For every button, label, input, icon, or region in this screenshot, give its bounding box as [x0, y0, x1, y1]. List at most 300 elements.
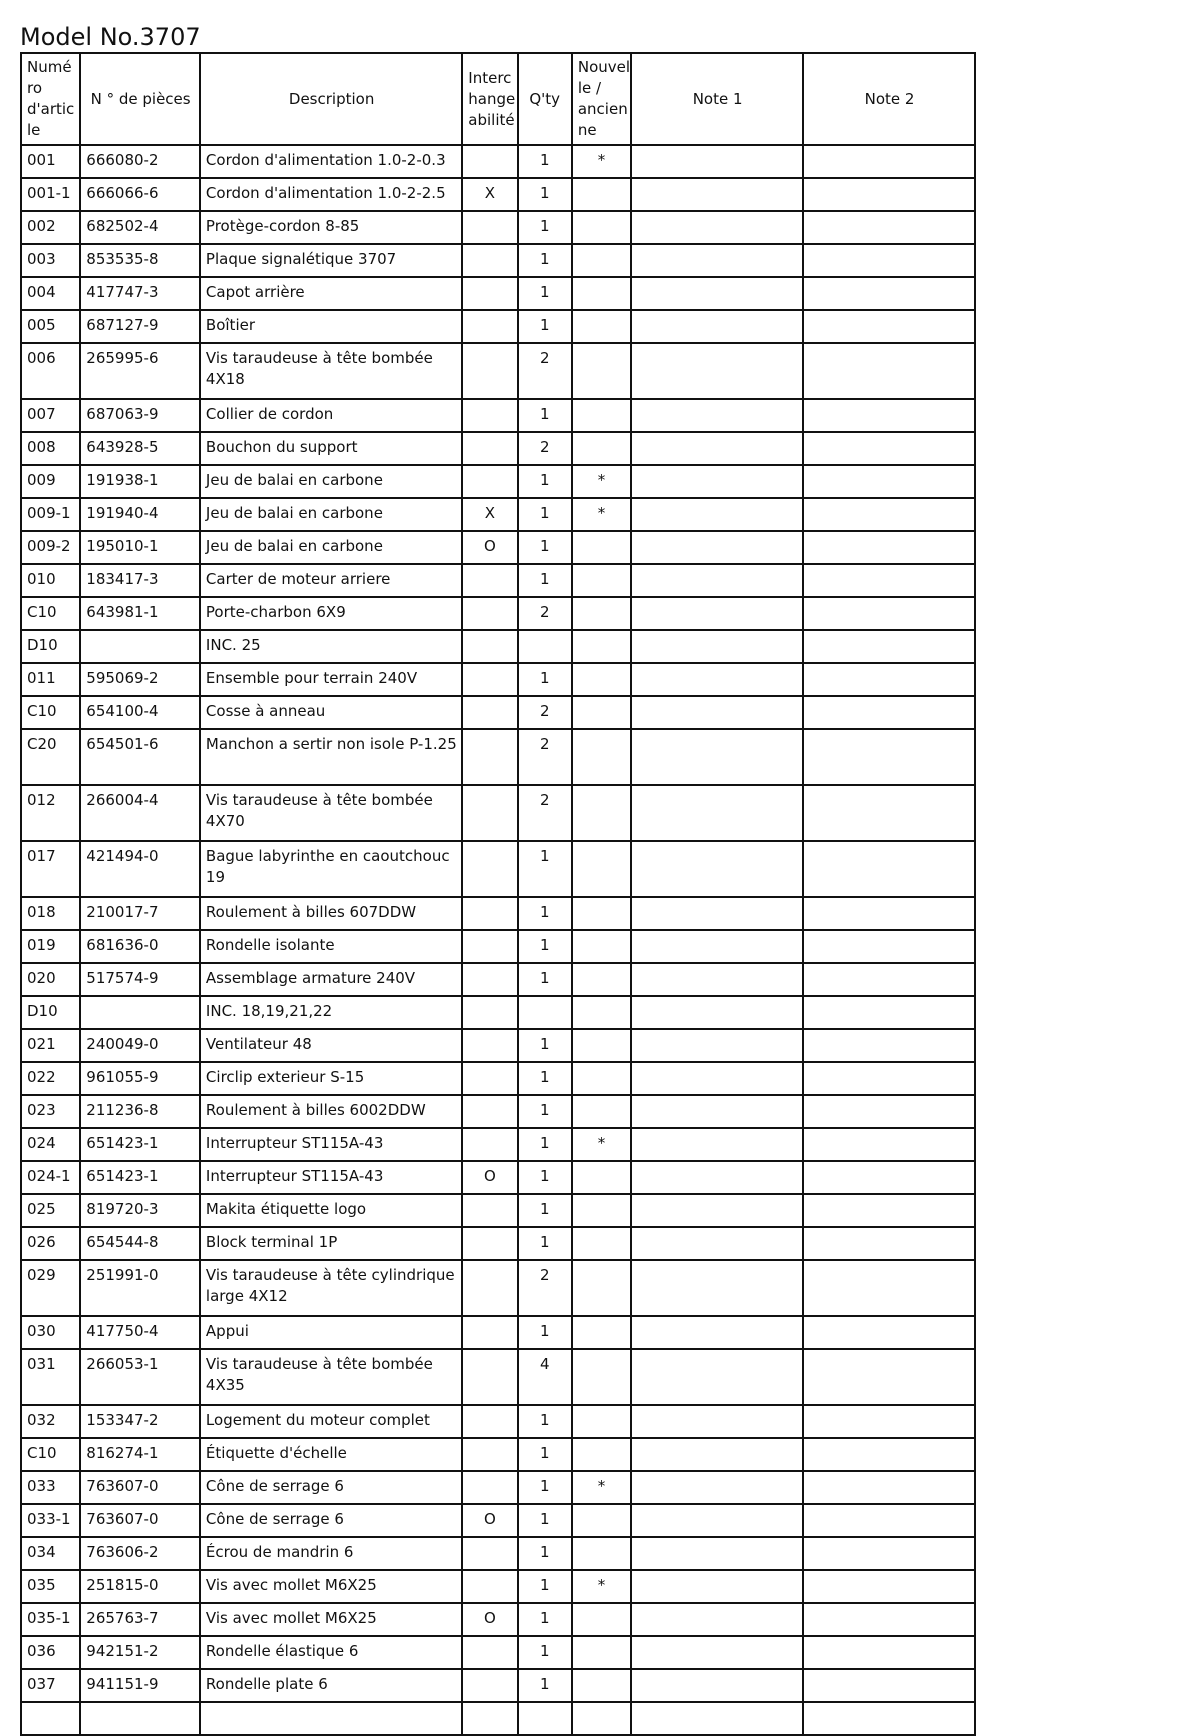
- note-2-cell: [803, 1603, 975, 1636]
- description-cell: Roulement à billes 607DDW: [200, 897, 462, 930]
- note-1-cell: [631, 1702, 803, 1735]
- interchangeability-cell: X: [462, 498, 517, 531]
- new-old-cell: [572, 244, 631, 277]
- table-row: [21, 785, 975, 841]
- part-number-cell: 654544-8: [80, 1227, 200, 1260]
- new-old-cell: [572, 178, 631, 211]
- note-2-cell: [803, 1702, 975, 1735]
- quantity-cell: 1: [518, 1504, 572, 1537]
- new-old-cell: [572, 1702, 631, 1735]
- note-1-cell: [631, 277, 803, 310]
- table-row: [21, 399, 975, 432]
- table-row: [21, 1349, 975, 1405]
- header-description: Description: [200, 53, 462, 145]
- part-number-cell: 942151-2: [80, 1636, 200, 1669]
- note-1-cell: [631, 1537, 803, 1570]
- description-cell: Rondelle élastique 6: [200, 1636, 462, 1669]
- page-title: Model No.3707: [20, 23, 201, 51]
- table-row: [21, 211, 975, 244]
- part-number-cell: 251815-0: [80, 1570, 200, 1603]
- table-row: [21, 1128, 975, 1161]
- article-number-cell: 024-1: [21, 1161, 80, 1194]
- article-number-cell: 002: [21, 211, 80, 244]
- table-row: [21, 432, 975, 465]
- new-old-cell: [572, 1349, 631, 1405]
- new-old-cell: [572, 663, 631, 696]
- quantity-cell: 1: [518, 1128, 572, 1161]
- note-1-cell: [631, 211, 803, 244]
- quantity-cell: 1: [518, 930, 572, 963]
- note-2-cell: [803, 630, 975, 663]
- part-number-cell: 266004-4: [80, 785, 200, 841]
- note-1-cell: [631, 1194, 803, 1227]
- note-2-cell: [803, 1349, 975, 1405]
- new-old-cell: [572, 996, 631, 1029]
- quantity-cell: 1: [518, 399, 572, 432]
- new-old-cell: *: [572, 1128, 631, 1161]
- table-row: [21, 1194, 975, 1227]
- table-body: [21, 145, 975, 1735]
- header-quantity: Q'ty: [518, 53, 572, 145]
- table-row: [21, 1227, 975, 1260]
- note-1-cell: [631, 1161, 803, 1194]
- quantity-cell: 1: [518, 1405, 572, 1438]
- description-cell: Cosse à anneau: [200, 696, 462, 729]
- table-row: [21, 963, 975, 996]
- quantity-cell: 1: [518, 244, 572, 277]
- table-row: [21, 343, 975, 399]
- quantity-cell: 1: [518, 178, 572, 211]
- note-2-cell: [803, 597, 975, 630]
- interchangeability-cell: [462, 211, 517, 244]
- article-number-cell: 008: [21, 432, 80, 465]
- part-number-cell: 211236-8: [80, 1095, 200, 1128]
- description-cell: Ensemble pour terrain 240V: [200, 663, 462, 696]
- new-old-cell: [572, 1316, 631, 1349]
- note-2-cell: [803, 729, 975, 785]
- note-2-cell: [803, 310, 975, 343]
- quantity-cell: 1: [518, 145, 572, 178]
- part-number-cell: 191940-4: [80, 498, 200, 531]
- parts-sheet: [20, 52, 976, 1693]
- part-number-cell: 417750-4: [80, 1316, 200, 1349]
- note-2-cell: [803, 696, 975, 729]
- description-cell: Carter de moteur arriere: [200, 564, 462, 597]
- article-number-cell: 034: [21, 1537, 80, 1570]
- part-number-cell: 595069-2: [80, 663, 200, 696]
- description-cell: Rondelle isolante: [200, 930, 462, 963]
- description-cell: Circlip exterieur S-15: [200, 1062, 462, 1095]
- header-note-2: Note 2: [803, 53, 975, 145]
- table-row: [21, 996, 975, 1029]
- new-old-cell: [572, 1636, 631, 1669]
- note-1-cell: [631, 1405, 803, 1438]
- note-1-cell: [631, 1128, 803, 1161]
- quantity-cell: 1: [518, 277, 572, 310]
- interchangeability-cell: O: [462, 1161, 517, 1194]
- interchangeability-cell: [462, 1702, 517, 1735]
- quantity-cell: 1: [518, 897, 572, 930]
- article-number-cell: 024: [21, 1128, 80, 1161]
- interchangeability-cell: [462, 1062, 517, 1095]
- quantity-cell: 1: [518, 310, 572, 343]
- note-1-cell: [631, 498, 803, 531]
- table-row: [21, 244, 975, 277]
- interchangeability-cell: [462, 930, 517, 963]
- interchangeability-cell: [462, 663, 517, 696]
- article-number-cell: 003: [21, 244, 80, 277]
- part-number-cell: 265995-6: [80, 343, 200, 399]
- quantity-cell: 2: [518, 432, 572, 465]
- part-number-cell: 763607-0: [80, 1471, 200, 1504]
- new-old-cell: *: [572, 1570, 631, 1603]
- note-2-cell: [803, 465, 975, 498]
- quantity-cell: 1: [518, 1161, 572, 1194]
- quantity-cell: 1: [518, 841, 572, 897]
- table-row: [21, 531, 975, 564]
- note-1-cell: [631, 729, 803, 785]
- quantity-cell: 1: [518, 1227, 572, 1260]
- new-old-cell: [572, 399, 631, 432]
- table-row: [21, 564, 975, 597]
- part-number-cell: 853535-8: [80, 244, 200, 277]
- description-cell: INC. 18,19,21,22: [200, 996, 462, 1029]
- part-number-cell: 153347-2: [80, 1405, 200, 1438]
- description-cell: Vis taraudeuse à tête bombée 4X18: [200, 343, 462, 399]
- interchangeability-cell: [462, 1349, 517, 1405]
- note-1-cell: [631, 399, 803, 432]
- quantity-cell: 4: [518, 1349, 572, 1405]
- table-row: [21, 310, 975, 343]
- article-number-cell: 009: [21, 465, 80, 498]
- interchangeability-cell: [462, 465, 517, 498]
- note-1-cell: [631, 1227, 803, 1260]
- article-number-cell: 026: [21, 1227, 80, 1260]
- article-number-cell: 007: [21, 399, 80, 432]
- interchangeability-cell: [462, 597, 517, 630]
- description-cell: Cône de serrage 6: [200, 1471, 462, 1504]
- description-cell: Interrupteur ST115A-43: [200, 1161, 462, 1194]
- note-1-cell: [631, 1029, 803, 1062]
- new-old-cell: [572, 277, 631, 310]
- quantity-cell: 2: [518, 597, 572, 630]
- note-1-cell: [631, 785, 803, 841]
- interchangeability-cell: [462, 1438, 517, 1471]
- interchangeability-cell: [462, 1227, 517, 1260]
- table-row: [21, 1405, 975, 1438]
- note-2-cell: [803, 841, 975, 897]
- note-2-cell: [803, 897, 975, 930]
- description-cell: Protège-cordon 8-85: [200, 211, 462, 244]
- note-2-cell: [803, 531, 975, 564]
- note-1-cell: [631, 1471, 803, 1504]
- table-row: [21, 178, 975, 211]
- part-number-cell: 687063-9: [80, 399, 200, 432]
- interchangeability-cell: [462, 399, 517, 432]
- description-cell: Vis taraudeuse à tête cylindrique large 4X12: [200, 1260, 462, 1316]
- new-old-cell: *: [572, 465, 631, 498]
- part-number-cell: 961055-9: [80, 1062, 200, 1095]
- header-new-old: Nouvelle / ancienne: [572, 53, 631, 145]
- note-1-cell: [631, 630, 803, 663]
- article-number-cell: C10: [21, 1438, 80, 1471]
- quantity-cell: 2: [518, 1260, 572, 1316]
- quantity-cell: 1: [518, 1471, 572, 1504]
- article-number-cell: [21, 1702, 80, 1735]
- note-2-cell: [803, 1504, 975, 1537]
- new-old-cell: [572, 1405, 631, 1438]
- new-old-cell: [572, 1029, 631, 1062]
- article-number-cell: 005: [21, 310, 80, 343]
- description-cell: Assemblage armature 240V: [200, 963, 462, 996]
- new-old-cell: [572, 630, 631, 663]
- part-number-cell: 251991-0: [80, 1260, 200, 1316]
- quantity-cell: 1: [518, 498, 572, 531]
- part-number-cell: 651423-1: [80, 1161, 200, 1194]
- interchangeability-cell: [462, 244, 517, 277]
- article-number-cell: 022: [21, 1062, 80, 1095]
- table-row: [21, 930, 975, 963]
- new-old-cell: [572, 1438, 631, 1471]
- new-old-cell: *: [572, 145, 631, 178]
- article-number-cell: D10: [21, 630, 80, 663]
- new-old-cell: *: [572, 498, 631, 531]
- part-number-cell: 681636-0: [80, 930, 200, 963]
- article-number-cell: 019: [21, 930, 80, 963]
- article-number-cell: 009-2: [21, 531, 80, 564]
- table-header-row: [21, 53, 975, 145]
- new-old-cell: [572, 729, 631, 785]
- note-1-cell: [631, 1095, 803, 1128]
- note-1-cell: [631, 1438, 803, 1471]
- interchangeability-cell: [462, 277, 517, 310]
- new-old-cell: [572, 1669, 631, 1702]
- article-number-cell: 004: [21, 277, 80, 310]
- note-2-cell: [803, 277, 975, 310]
- quantity-cell: 1: [518, 1095, 572, 1128]
- description-cell: Cordon d'alimentation 1.0-2-0.3: [200, 145, 462, 178]
- description-cell: Vis avec mollet M6X25: [200, 1603, 462, 1636]
- note-1-cell: [631, 597, 803, 630]
- interchangeability-cell: [462, 1570, 517, 1603]
- note-2-cell: [803, 930, 975, 963]
- interchangeability-cell: [462, 432, 517, 465]
- part-number-cell: 819720-3: [80, 1194, 200, 1227]
- note-2-cell: [803, 1227, 975, 1260]
- new-old-cell: [572, 930, 631, 963]
- part-number-cell: 191938-1: [80, 465, 200, 498]
- description-cell: Collier de cordon: [200, 399, 462, 432]
- header-note-1: Note 1: [631, 53, 803, 145]
- interchangeability-cell: O: [462, 1504, 517, 1537]
- new-old-cell: [572, 211, 631, 244]
- note-1-cell: [631, 1349, 803, 1405]
- interchangeability-cell: [462, 1405, 517, 1438]
- interchangeability-cell: [462, 897, 517, 930]
- interchangeability-cell: [462, 785, 517, 841]
- description-cell: Écrou de mandrin 6: [200, 1537, 462, 1570]
- part-number-cell: 643981-1: [80, 597, 200, 630]
- table-row: [21, 498, 975, 531]
- interchangeability-cell: [462, 1029, 517, 1062]
- description-cell: Vis taraudeuse à tête bombée 4X70: [200, 785, 462, 841]
- interchangeability-cell: O: [462, 1603, 517, 1636]
- description-cell: Boîtier: [200, 310, 462, 343]
- description-cell: Jeu de balai en carbone: [200, 498, 462, 531]
- note-1-cell: [631, 178, 803, 211]
- note-2-cell: [803, 1194, 975, 1227]
- table-row: [21, 897, 975, 930]
- interchangeability-cell: [462, 1316, 517, 1349]
- description-cell: Manchon a sertir non isole P-1.25: [200, 729, 462, 785]
- description-cell: Étiquette d'échelle: [200, 1438, 462, 1471]
- description-cell: Ventilateur 48: [200, 1029, 462, 1062]
- quantity-cell: 1: [518, 1537, 572, 1570]
- table-row: [21, 277, 975, 310]
- note-1-cell: [631, 1603, 803, 1636]
- part-number-cell: [80, 1702, 200, 1735]
- table-row: [21, 696, 975, 729]
- article-number-cell: 033-1: [21, 1504, 80, 1537]
- table-row: [21, 1570, 975, 1603]
- note-1-cell: [631, 663, 803, 696]
- table-row: [21, 841, 975, 897]
- description-cell: Cône de serrage 6: [200, 1504, 462, 1537]
- quantity-cell: 1: [518, 1570, 572, 1603]
- interchangeability-cell: [462, 564, 517, 597]
- quantity-cell: 1: [518, 1669, 572, 1702]
- part-number-cell: 941151-9: [80, 1669, 200, 1702]
- new-old-cell: [572, 531, 631, 564]
- article-number-cell: 035-1: [21, 1603, 80, 1636]
- note-2-cell: [803, 1029, 975, 1062]
- interchangeability-cell: X: [462, 178, 517, 211]
- part-number-cell: 210017-7: [80, 897, 200, 930]
- quantity-cell: 1: [518, 465, 572, 498]
- part-number-cell: 417747-3: [80, 277, 200, 310]
- article-number-cell: C10: [21, 696, 80, 729]
- parts-table: [20, 52, 976, 1736]
- interchangeability-cell: [462, 1128, 517, 1161]
- table-row: [21, 1603, 975, 1636]
- interchangeability-cell: [462, 1260, 517, 1316]
- article-number-cell: 025: [21, 1194, 80, 1227]
- new-old-cell: [572, 310, 631, 343]
- note-2-cell: [803, 1062, 975, 1095]
- new-old-cell: [572, 1062, 631, 1095]
- new-old-cell: [572, 564, 631, 597]
- note-2-cell: [803, 399, 975, 432]
- new-old-cell: [572, 1537, 631, 1570]
- part-number-cell: 517574-9: [80, 963, 200, 996]
- interchangeability-cell: [462, 1537, 517, 1570]
- table-row: [21, 1062, 975, 1095]
- part-number-cell: 682502-4: [80, 211, 200, 244]
- quantity-cell: 2: [518, 696, 572, 729]
- table-row: [21, 1260, 975, 1316]
- description-cell: Cordon d'alimentation 1.0-2-2.5: [200, 178, 462, 211]
- description-cell: Jeu de balai en carbone: [200, 531, 462, 564]
- description-cell: Bague labyrinthe en caoutchouc 19: [200, 841, 462, 897]
- note-1-cell: [631, 696, 803, 729]
- quantity-cell: 2: [518, 343, 572, 399]
- part-number-cell: 651423-1: [80, 1128, 200, 1161]
- article-number-cell: 011: [21, 663, 80, 696]
- part-number-cell: 266053-1: [80, 1349, 200, 1405]
- quantity-cell: 1: [518, 1194, 572, 1227]
- note-2-cell: [803, 785, 975, 841]
- description-cell: Porte-charbon 6X9: [200, 597, 462, 630]
- note-2-cell: [803, 1471, 975, 1504]
- note-2-cell: [803, 663, 975, 696]
- new-old-cell: [572, 1194, 631, 1227]
- note-2-cell: [803, 244, 975, 277]
- quantity-cell: 1: [518, 1062, 572, 1095]
- article-number-cell: 021: [21, 1029, 80, 1062]
- part-number-cell: 687127-9: [80, 310, 200, 343]
- quantity-cell: [518, 996, 572, 1029]
- article-number-cell: 037: [21, 1669, 80, 1702]
- header-part-number: N ° de pièces: [80, 53, 200, 145]
- part-number-cell: 654100-4: [80, 696, 200, 729]
- interchangeability-cell: [462, 310, 517, 343]
- new-old-cell: *: [572, 1471, 631, 1504]
- description-cell: Bouchon du support: [200, 432, 462, 465]
- table-row: [21, 729, 975, 785]
- note-2-cell: [803, 343, 975, 399]
- note-1-cell: [631, 963, 803, 996]
- new-old-cell: [572, 343, 631, 399]
- note-1-cell: [631, 996, 803, 1029]
- note-1-cell: [631, 1669, 803, 1702]
- note-2-cell: [803, 1570, 975, 1603]
- note-2-cell: [803, 996, 975, 1029]
- quantity-cell: 1: [518, 564, 572, 597]
- part-number-cell: 265763-7: [80, 1603, 200, 1636]
- interchangeability-cell: [462, 1636, 517, 1669]
- article-number-cell: 006: [21, 343, 80, 399]
- quantity-cell: 1: [518, 531, 572, 564]
- part-number-cell: 816274-1: [80, 1438, 200, 1471]
- table-row: [21, 465, 975, 498]
- article-number-cell: 033: [21, 1471, 80, 1504]
- quantity-cell: 1: [518, 1603, 572, 1636]
- interchangeability-cell: [462, 145, 517, 178]
- note-2-cell: [803, 1128, 975, 1161]
- part-number-cell: 666066-6: [80, 178, 200, 211]
- note-2-cell: [803, 1405, 975, 1438]
- table-row: [21, 145, 975, 178]
- table-row: [21, 1316, 975, 1349]
- description-cell: Makita étiquette logo: [200, 1194, 462, 1227]
- interchangeability-cell: [462, 630, 517, 663]
- quantity-cell: 1: [518, 1316, 572, 1349]
- part-number-cell: [80, 630, 200, 663]
- description-cell: Vis taraudeuse à tête bombée 4X35: [200, 1349, 462, 1405]
- description-cell: Appui: [200, 1316, 462, 1349]
- article-number-cell: 023: [21, 1095, 80, 1128]
- interchangeability-cell: [462, 729, 517, 785]
- note-1-cell: [631, 244, 803, 277]
- quantity-cell: [518, 630, 572, 663]
- quantity-cell: 1: [518, 663, 572, 696]
- part-number-cell: 183417-3: [80, 564, 200, 597]
- new-old-cell: [572, 963, 631, 996]
- quantity-cell: 1: [518, 1438, 572, 1471]
- part-number-cell: 195010-1: [80, 531, 200, 564]
- article-number-cell: 017: [21, 841, 80, 897]
- note-2-cell: [803, 1636, 975, 1669]
